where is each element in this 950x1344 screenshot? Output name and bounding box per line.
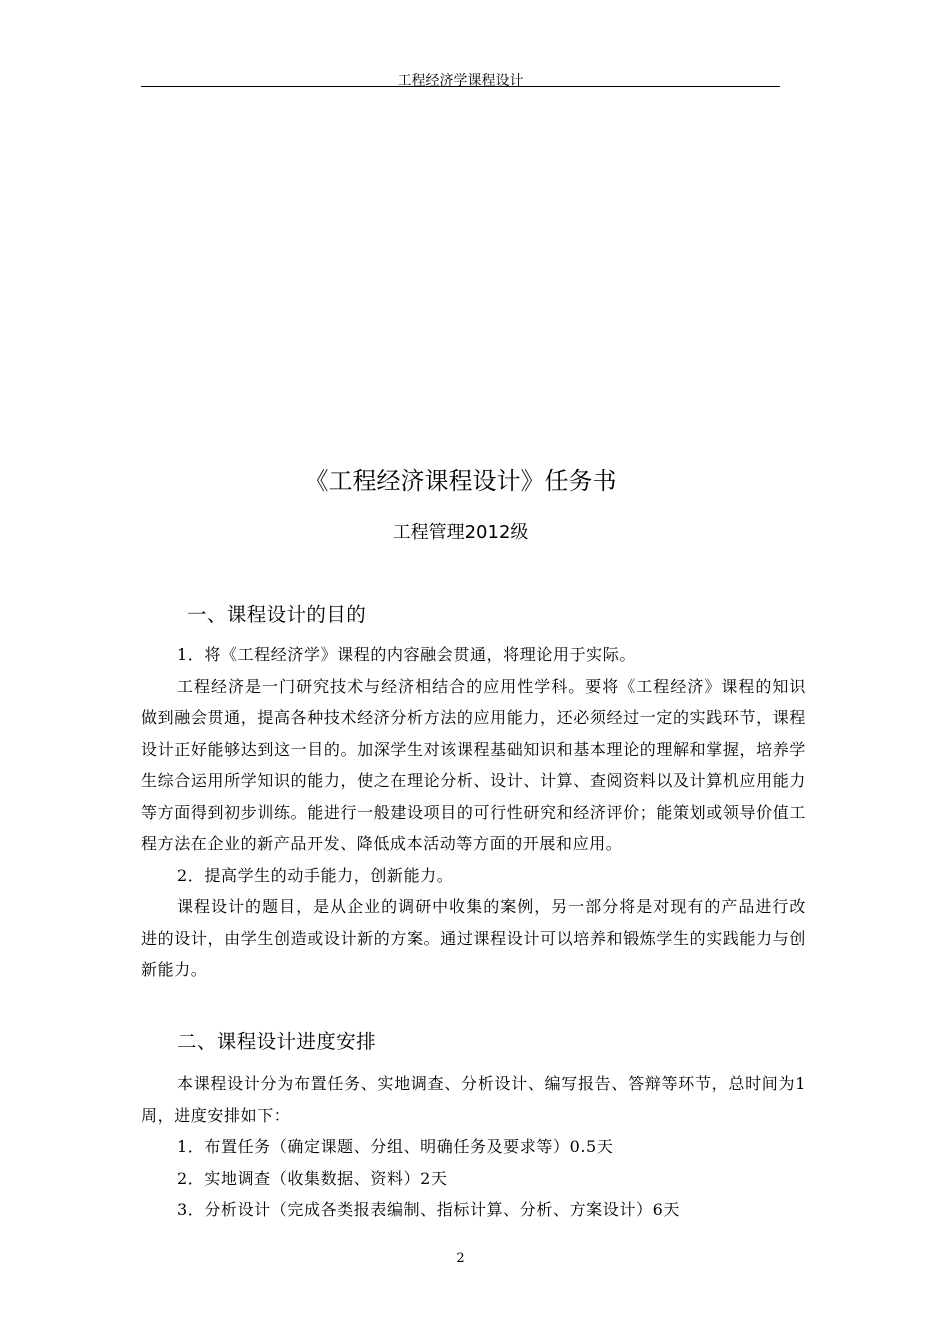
section-2-item-3: 3．分析设计（完成各类报表编制、指标计算、分析、方案设计）6天	[177, 1200, 680, 1219]
section-2-item-2: 2．实地调查（收集数据、资料）2天	[177, 1168, 448, 1188]
section-1-heading: 一、课程设计的目的	[187, 603, 367, 626]
section-1-item-2: 2．提高学生的动手能力，创新能力。	[177, 865, 454, 885]
section-2-item-1: 1．布置任务（确定课题、分组、明确任务及要求等）0.5天	[177, 1137, 614, 1156]
section-1-paragraph-2: 课程设计的题目，是从企业的调研中收集的案例，另一部分将是对现有的产品进行改进的设计，由学生创造或设计新的方案。通过课程设计可以培养和锻炼学生的实践能力与创新能力。	[141, 897, 806, 979]
section-1-item-1: 1．将《工程经济学》课程的内容融会贯通，将理论用于实际。	[177, 645, 636, 664]
section-2-intro: 本课程设计分为布置任务、实地调查、分析设计、编写报告、答辩等环节，总时间为1周，进度安排如下：	[141, 1074, 806, 1125]
running-header: 工程经济学课程设计	[397, 73, 524, 89]
header-rule	[141, 86, 780, 87]
section-2-heading: 二、课程设计进度安排	[177, 1030, 377, 1053]
page-number: 2	[456, 1251, 465, 1266]
section-1-paragraph-1: 工程经济是一门研究技术与经济相结合的应用性学科。要将《工程经济》课程的知识做到融会贯通，提高各种技术经济分析方法的应用能力，还必须经过一定的实践环节，课程设计正好能够达到这一目的。加深学生对该课程基础知识和基本理论的理解和掌握，培养学生综合运用所学知识的能力，使之在理论分析、设计、计算、查阅资料以及计算机应用能力等方面得到初步训练。能进行一般建设项目的可行性研究和经济评价；能策划或领导价值工程方法在企业的新产品开发、降低成本活动等方面的开展和应用。	[141, 676, 806, 853]
document-subtitle: 工程管理2012级	[392, 522, 529, 543]
section-1	[141, 597, 806, 986]
section-2	[141, 1024, 806, 1226]
document-title: 《工程经济课程设计》任务书	[304, 467, 617, 495]
